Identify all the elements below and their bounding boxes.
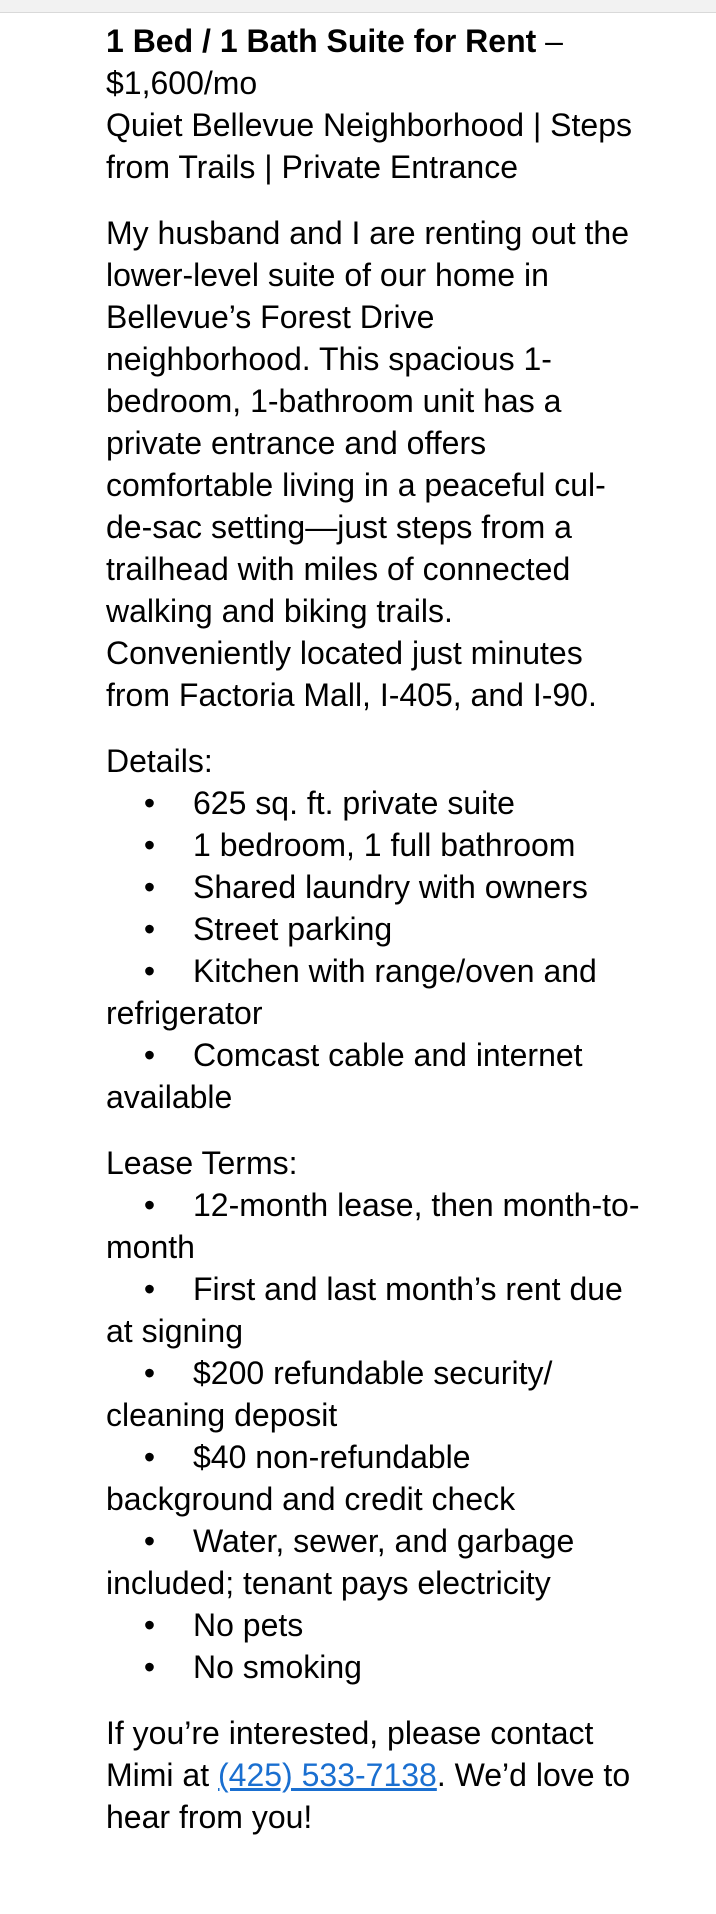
lease-item: • $40 non-refundable background and credit check	[106, 1436, 646, 1520]
listing-title: 1 Bed / 1 Bath Suite for Rent	[106, 23, 537, 59]
lease-item: • No smoking	[106, 1646, 646, 1688]
bullet-icon: •	[143, 1607, 156, 1643]
bullet-icon: •	[143, 1271, 156, 1307]
contact-text-before: If you’re interested, please contact Mimi at	[106, 1715, 594, 1793]
bullet-icon: •	[143, 869, 156, 905]
bullet-icon: •	[143, 1523, 156, 1559]
details-item: • 625 sq. ft. private suite	[106, 782, 646, 824]
lease-heading: Lease Terms:	[106, 1145, 298, 1181]
details-list	[106, 782, 646, 1118]
bullet-icon: •	[143, 1649, 156, 1685]
bullet-icon: •	[143, 911, 156, 947]
bullet-icon: •	[143, 1187, 156, 1223]
lease-item: • Water, sewer, and garbage included; tenant pays electricity	[106, 1520, 646, 1604]
lease-item: • No pets	[106, 1604, 646, 1646]
lease-item: • $200 refundable security/ cleaning deposit	[106, 1352, 646, 1436]
bullet-icon: •	[143, 1439, 156, 1475]
listing-price: – $1,600/mo	[106, 23, 563, 101]
lease-item: • 12-month lease, then month-to-month	[106, 1184, 646, 1268]
bullet-icon: •	[143, 1355, 156, 1391]
bullet-icon: •	[143, 785, 156, 821]
details-item: • Shared laundry with owners	[106, 866, 646, 908]
lease-list	[106, 1184, 646, 1688]
listing-intro: My husband and I are renting out the lower-level suite of our home in Bellevue’s Forest Drive neighborhood. This spacious 1-bedroom, 1-bathroom unit has a private entrance and offers comfortable living in a peaceful cul-de-sac setting—just steps from a trailhead with miles of connected walking and biking trails. Conveniently located just minutes from Factoria Mall, I-405, and I-90.	[106, 215, 630, 713]
lease-section	[106, 1142, 646, 1688]
contact-paragraph	[106, 1712, 646, 1838]
lease-item: • First and last month’s rent due at signing	[106, 1268, 646, 1352]
details-item: • Street parking	[106, 908, 646, 950]
details-item: • Kitchen with range/oven and refrigerator	[106, 950, 646, 1034]
details-heading: Details:	[106, 743, 213, 779]
listing-subtitle: Quiet Bellevue Neighborhood | Steps from Trails | Private Entrance	[106, 107, 632, 185]
details-item: • 1 bedroom, 1 full bathroom	[106, 824, 646, 866]
listing-header	[106, 20, 646, 188]
bullet-icon: •	[143, 953, 156, 989]
contact-text-after: . We’d love to hear from you!	[106, 1757, 631, 1835]
bullet-icon: •	[143, 827, 156, 863]
details-section	[106, 740, 646, 1118]
bullet-icon: •	[143, 1037, 156, 1073]
phone-link[interactable]: (425) 533-7138	[218, 1757, 437, 1793]
details-item: • Comcast cable and internet available	[106, 1034, 646, 1118]
browser-top-edge	[0, 0, 716, 13]
listing-document	[106, 20, 646, 1838]
